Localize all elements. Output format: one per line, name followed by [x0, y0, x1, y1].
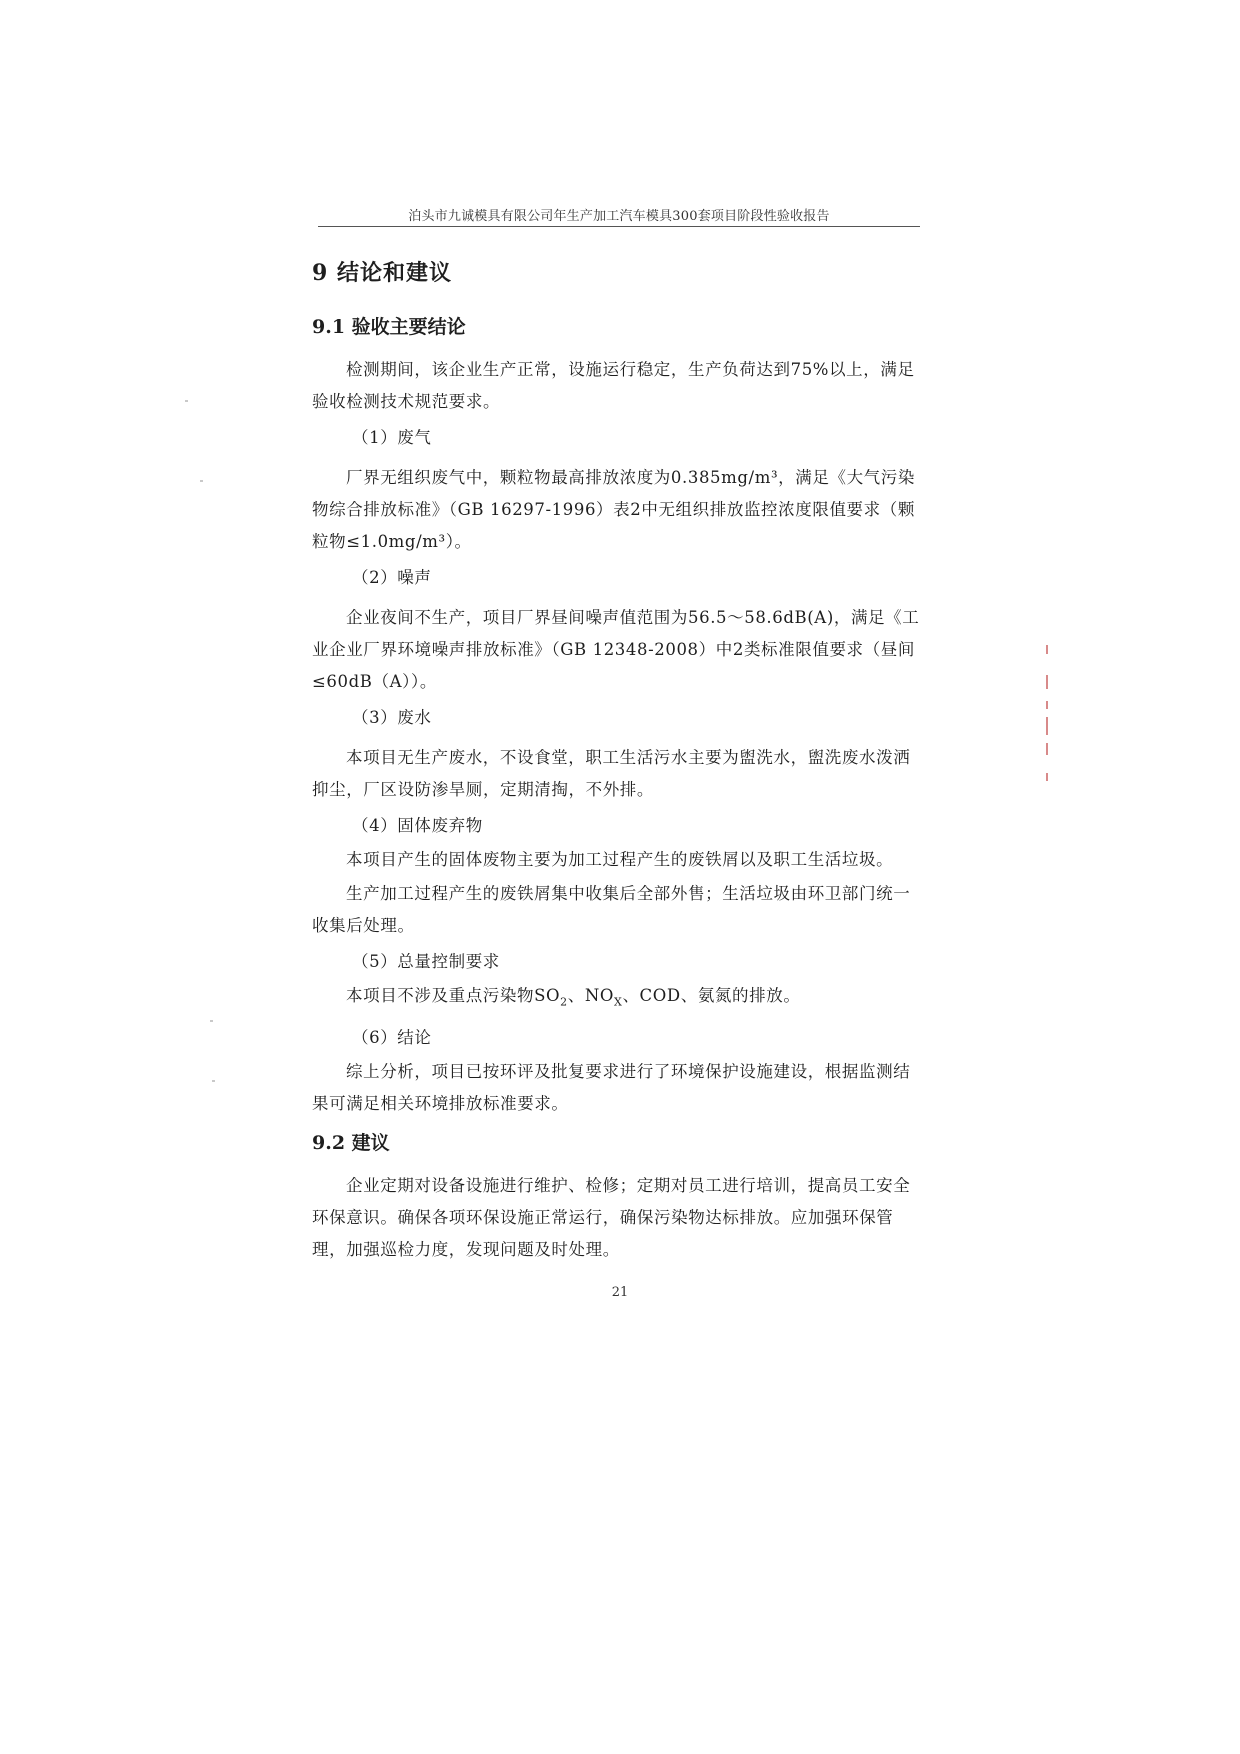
stamp-mark: [1046, 645, 1048, 654]
scan-speck: [185, 400, 188, 402]
chapter-title: 9 结论和建议: [312, 260, 452, 286]
item-5-text: [312, 980, 922, 1018]
stamp-mark: [1046, 743, 1048, 755]
section-9-2-text: 企业定期对设备设施进行维护、检修；定期对员工进行培训，提高员工安全环保意识。确保各项环保设施正常运行，确保污染物达标排放。应加强环保管理，加强巡检力度，发现问题及时处理。: [312, 1176, 911, 1260]
page-body: [312, 258, 922, 1266]
nox-subscript: X: [614, 995, 623, 1009]
stamp-bleed-marks: [1044, 645, 1050, 785]
stamp-mark: [1046, 675, 1048, 689]
stamp-mark: [1046, 773, 1048, 781]
item-1-label: （1）废气: [352, 428, 432, 447]
item-3-label: （3）废水: [352, 708, 432, 727]
item-5-text-a: 本项目不涉及重点污染物SO: [346, 986, 561, 1005]
section-9-1-intro: 检测期间，该企业生产正常，设施运行稳定，生产负荷达到75%以上，满足验收检测技术规范要求。: [312, 360, 915, 411]
stamp-mark: [1046, 717, 1048, 735]
item-6-label: （6）结论: [352, 1028, 432, 1048]
item-5-text-b: 、NO: [567, 986, 615, 1005]
item-2-text: 企业夜间不生产，项目厂界昼间噪声值范围为56.5～58.6dB(A)，满足《工业企业厂界环境噪声排放标准》（GB 12348-2008）中2类标准限值要求（昼间≤60dB（A））。: [312, 608, 920, 691]
stamp-mark: [1046, 701, 1048, 709]
item-4-text: 本项目产生的固体废物主要为加工过程产生的废铁屑以及职工生活垃圾。: [346, 850, 894, 869]
running-header: 泊头市九诚模具有限公司年生产加工汽车模具300套项目阶段性验收报告: [408, 209, 830, 224]
so2-subscript: 2: [560, 995, 568, 1009]
item-5-label: （5）总量控制要求: [352, 952, 500, 971]
page-number: 21: [611, 1285, 629, 1300]
item-4-text-2: 生产加工过程产生的废铁屑集中收集后全部外售；生活垃圾由环卫部门统一收集后处理。: [312, 884, 911, 935]
header-rule: [318, 226, 920, 227]
section-9-2-title: 9.2 建议: [312, 1132, 390, 1155]
item-6-text: 综上分析，项目已按环评及批复要求进行了环境保护设施建设，根据监测结果可满足相关环境排放标准要求。: [312, 1062, 911, 1114]
item-5-text-c: 、COD、氨氮的排放。: [622, 986, 801, 1005]
scan-speck: [200, 480, 203, 482]
scan-speck: [212, 1080, 215, 1082]
scan-speck: [210, 1020, 213, 1022]
item-2-label: （2）噪声: [352, 568, 432, 587]
item-1-text: 厂界无组织废气中，颗粒物最高排放浓度为0.385mg/m³，满足《大气污染物综合排放标准》（GB 16297-1996）表2中无组织排放监控浓度限值要求（颗粒物≤1.0mg/m³）。: [312, 468, 915, 551]
item-4-label: （4）固体废弃物: [352, 816, 483, 835]
section-9-1-title: 9.1 验收主要结论: [312, 316, 466, 338]
item-3-text: 本项目无生产废水，不设食堂，职工生活污水主要为盥洗水，盥洗废水泼洒抑尘，厂区设防渗旱厕，定期清掏，不外排。: [312, 748, 911, 799]
